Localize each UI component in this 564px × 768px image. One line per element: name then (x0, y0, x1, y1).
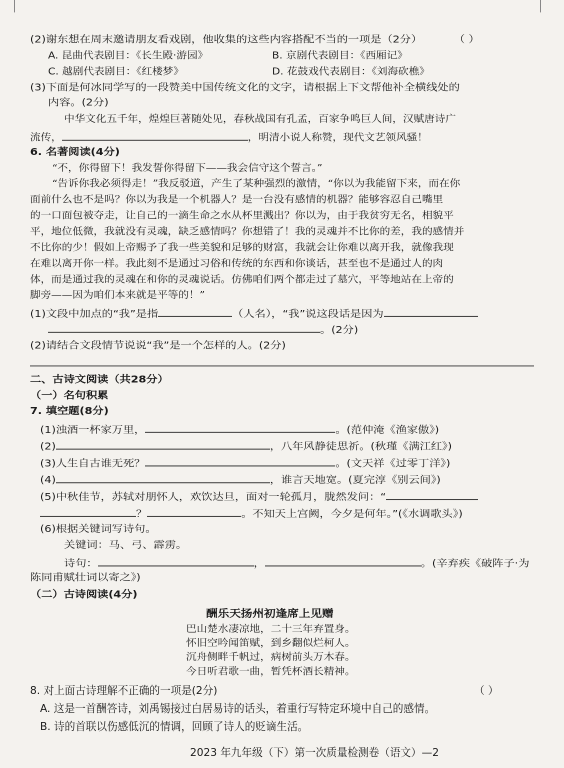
q5-3-passage-line: 中华文化五千年，煌煌巨著随处见，春秋战国有孔孟，百家争鸣巨人间，汉赋唐诗广 (64, 114, 456, 125)
q6-passage-line: 的一口面包被夺走，让自己的一滴生命之水从杯里溅出？你以为，由于我贫穷无名，相貌平 (30, 210, 454, 222)
q6-passage-line: 体，而是通过我的灵魂在和你的灵魂说话。仿佛咱们两个都走过了墓穴，平等地站在上帝的 (30, 274, 454, 285)
q6-passage-line: 不比你的少！假如上帝赐予了我一些美貌和足够的财富，我就会让你难以离开我，就像我现 (30, 242, 454, 254)
q6-passage-line: 面前什么也不是吗？你以为我是一个机器人？是一台没有感情的机器？能够容忍自己嘴里 (30, 194, 444, 206)
q6-title: 6. 名著阅读(4分) (30, 146, 120, 158)
q6-1-question-cont: 。(2分) (48, 322, 358, 336)
q7-item-6-keywords: 关键词：马、弓、霹雳。 (64, 538, 188, 551)
q7-item-6-line: 诗句： ， 。(辛弃疾《破阵子·为 (64, 557, 530, 570)
part2-title: 二、古诗文阅读（共28分） (30, 373, 169, 385)
q5-2-stem: (2)谢东想在周末邀请朋友看戏剧，他收集的这些内容搭配不当的一项是（2分） （ ） (30, 33, 480, 46)
q7-item-6-source: 陈同甫赋壮词以寄之》) (30, 571, 141, 584)
q6-passage-line: “告诉你我必须得走！”我反驳道，产生了某种强烈的激情，“你以为我能留下来，而在你 (52, 178, 461, 190)
section-title: （一）名句积累 (30, 389, 109, 401)
option-c: C. 越剧代表剧目：《红楼梦》 (48, 66, 184, 77)
poem-line: 怀旧空吟闻笛赋，到乡翻似烂柯人。 (186, 638, 356, 649)
q8-stem: 8. 对上面古诗理解不正确的一项是(2分) (30, 685, 218, 697)
poem-line: 沉舟侧畔千帆过，病树前头万木春。 (186, 652, 356, 663)
q7-item-6: (6)根据关键词写诗句。 (40, 523, 157, 535)
q7-title: 7. 填空题(8分) (30, 405, 109, 417)
q6-passage-line: “不，你得留下！我发誓你得留下——我会信守这个誓言。” (52, 162, 323, 174)
option-a: A. 昆曲代表剧目：《长生殿·游园》 (48, 50, 209, 62)
poem-line: 今日听君歌一曲，暂凭杯酒长精神。 (186, 666, 356, 678)
q7-item-5-cont: ？ 。不知天上宫阙，今夕是何年。”(《水调歌头》) (40, 506, 463, 520)
q6-1-question: (1)文段中加点的“我”是指 （人名），“我”说这段话是因为 (30, 306, 478, 320)
q5-3-stem-cont: 内容。(2分) (48, 96, 109, 108)
option-b: B. 京剧代表剧目：《西厢记》 (272, 50, 408, 62)
page-footer: 2023 年九年级（下）第一次质量检测卷（语文）—2 (190, 747, 439, 759)
q7-item-3: (3)人生自古谁无死？ 。(文天祥《过零丁洋》) (40, 457, 451, 470)
option-d: D. 花鼓戏代表剧目：《刘海砍樵》 (272, 66, 430, 77)
q5-3-stem: (3)下面是何冰同学写的一段赞美中国传统文化的文字，请根据上下文帮他补全横线处的 (30, 81, 460, 93)
q8-option-a: A. 这是一首酬答诗，刘禹锡接过白居易诗的话头，着重行写特定环境中自己的感情。 (40, 703, 436, 715)
q6-2-question: (2)请结合文段情节说说“我”是一个怎样的人。(2分) (30, 339, 286, 352)
section-title: （二）古诗阅读(4分) (30, 588, 138, 601)
poem-line: 巴山楚水凄凉地，二十三年弃置身。 (186, 623, 356, 635)
poem-title: 酬乐天扬州初逢席上见赠 (206, 607, 334, 620)
q8-option-b: B. 诗的首联以伤感低沉的情调，回顾了诗人的贬谪生活。 (40, 721, 309, 733)
q7-item-2: (2) ，八年风静徒思祈。(秋瑾《满江红》) (40, 440, 452, 453)
q5-3-passage-line: 流传， ，明清小说人称赞，现代文艺领风骚！ (30, 130, 428, 144)
q7-item-1: (1)浊酒一杯家万里， 。(范仲淹《渔家傲》) (40, 423, 440, 436)
q6-passage-line: 平，地位低微，我就没有灵魂，缺乏感情吗？你想错了！我的灵魂并不比你的差，我的感情并 (30, 226, 465, 238)
q7-item-5: (5)中秋佳节，苏轼对朋怀人，欢饮达旦，面对一轮孤月，胧然发问：“ (40, 489, 478, 503)
q6-passage-line: 在难以离开你一样。我此刻不是通过习俗和传统的东西和你谈话，甚至也不是通过人的肉 (30, 258, 444, 270)
q7-item-4: (4) ，谁言天地宽。(夏完淳《别云间》) (40, 474, 441, 486)
q6-passage-line: 脚旁——因为咱们本来就是平等的！” (30, 290, 205, 301)
q8-paren: （ ） (474, 685, 499, 697)
